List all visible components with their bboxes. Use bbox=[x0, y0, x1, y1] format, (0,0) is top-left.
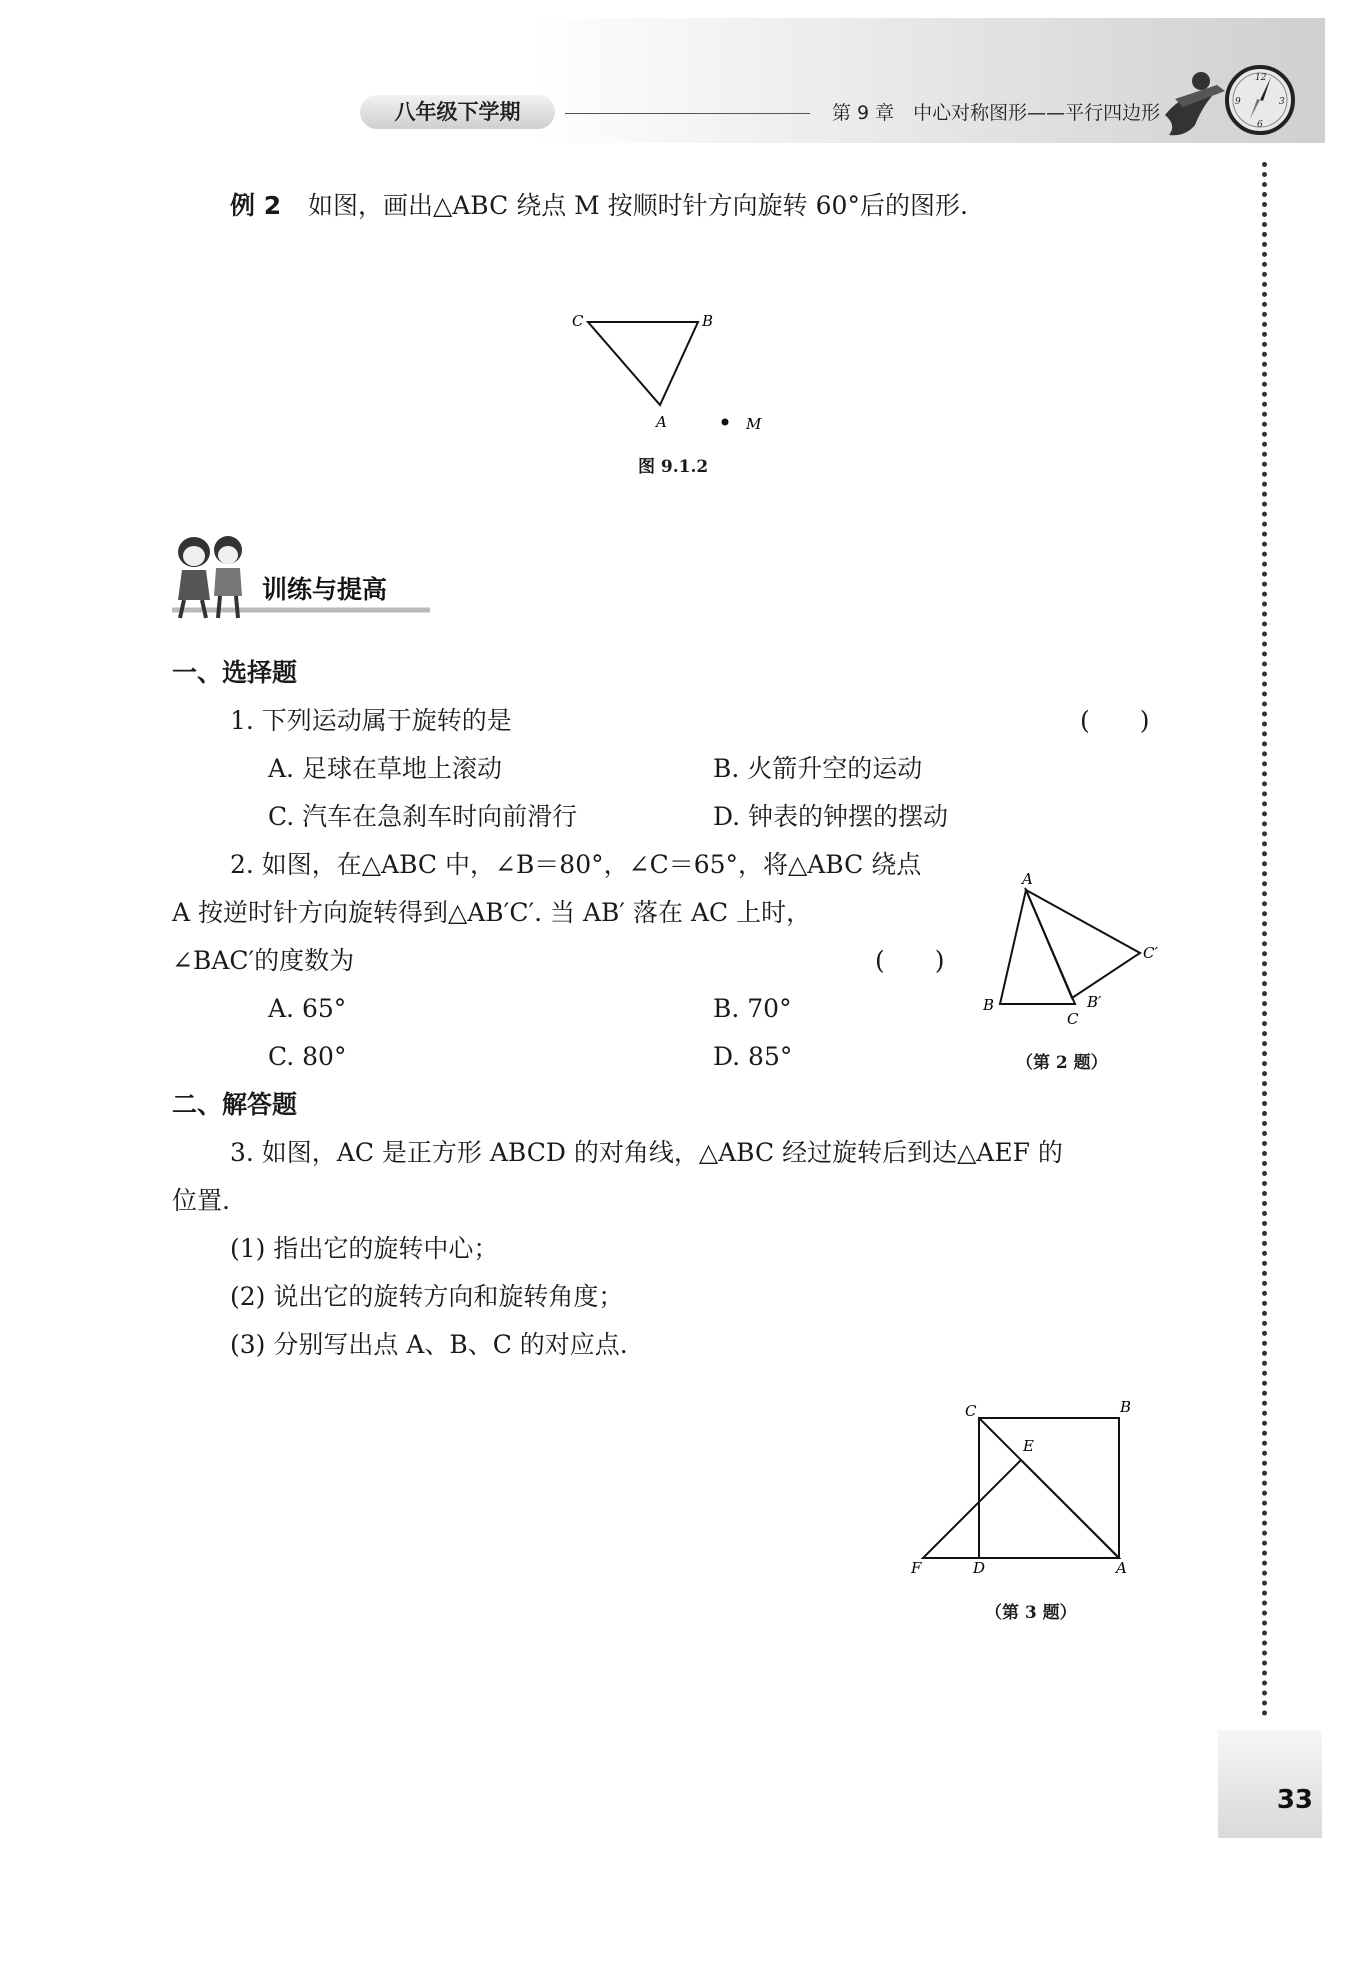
q3-line1: 3. 如图，AC 是正方形 ABCD 的对角线，△ABC 经过旋转后到达△AEF 的 bbox=[230, 1138, 1063, 1167]
point-m bbox=[722, 419, 729, 426]
q1-option-d: D. 钟表的钟摆的摆动 bbox=[713, 802, 949, 831]
part1-heading: 一、选择题 bbox=[172, 658, 298, 687]
svg-text:6: 6 bbox=[1257, 120, 1263, 130]
q3-label-b: B bbox=[1120, 1398, 1132, 1416]
q2-figure bbox=[975, 870, 1175, 1030]
q2-label-c: C bbox=[1067, 1010, 1079, 1028]
q3-label-f: F bbox=[911, 1559, 922, 1577]
triangle-abc bbox=[588, 322, 698, 405]
q1-answer-paren: ( ) bbox=[1080, 706, 1150, 735]
grade-label: 八年级下学期 bbox=[360, 95, 555, 129]
q3-figure bbox=[905, 1395, 1145, 1585]
label-m: M bbox=[746, 415, 762, 433]
page-number-box bbox=[1218, 1730, 1322, 1838]
q2-option-d: D. 85° bbox=[713, 1042, 793, 1071]
q1-option-a: A. 足球在草地上滚动 bbox=[268, 754, 502, 783]
q3-line2: 位置. bbox=[172, 1186, 230, 1215]
q1-option-c: C. 汽车在急刹车时向前滑行 bbox=[268, 802, 578, 831]
q2-answer-paren: ( ) bbox=[875, 946, 945, 975]
q1-stem: 1. 下列运动属于旋转的是 bbox=[230, 706, 512, 735]
svg-text:9: 9 bbox=[1235, 97, 1241, 107]
q2-figure-caption: （第 2 题） bbox=[1016, 1053, 1108, 1073]
q2-option-a: A. 65° bbox=[268, 994, 347, 1023]
figure-9-1-2-caption: 图 9.1.2 bbox=[638, 457, 709, 477]
label-b: B bbox=[702, 312, 714, 330]
q3-label-d: D bbox=[973, 1559, 986, 1577]
q3-label-a: A bbox=[1116, 1559, 1127, 1577]
q2-option-b: B. 70° bbox=[713, 994, 792, 1023]
part2-heading: 二、解答题 bbox=[172, 1090, 298, 1119]
example-label: 例 2 bbox=[230, 191, 282, 220]
q3-label-c: C bbox=[965, 1402, 977, 1420]
q3-label-e: E bbox=[1023, 1437, 1034, 1455]
q2-triangle-ab-prime-c-prime bbox=[1026, 890, 1140, 998]
q3-figure-caption: （第 3 题） bbox=[985, 1603, 1077, 1623]
q3-sub-3: (3) 分别写出点 A、B、C 的对应点. bbox=[230, 1330, 628, 1359]
runner-clock-logo-icon bbox=[1155, 55, 1305, 145]
q2-option-c: C. 80° bbox=[268, 1042, 347, 1071]
page-number: 33 bbox=[1276, 1785, 1313, 1815]
q2-label-a: A bbox=[1022, 870, 1033, 888]
q3-sub-2: (2) 说出它的旋转方向和旋转角度； bbox=[230, 1282, 624, 1311]
margin-dotted-rule bbox=[1262, 162, 1267, 1717]
q1-option-b: B. 火箭升空的运动 bbox=[713, 754, 923, 783]
q3-triangle-aef bbox=[923, 1460, 1119, 1558]
q2-line3: ∠BAC′的度数为 bbox=[172, 946, 355, 975]
section-banner-title: 训练与提高 bbox=[262, 575, 388, 604]
figure-9-1-2 bbox=[560, 300, 800, 440]
q2-label-c-prime: C′ bbox=[1143, 944, 1158, 962]
svg-text:3: 3 bbox=[1279, 97, 1285, 107]
chapter-title: 第 9 章 中心对称图形——平行四边形 bbox=[832, 102, 1161, 124]
q2-label-b: B bbox=[983, 996, 995, 1014]
svg-text:12: 12 bbox=[1255, 73, 1267, 83]
q2-label-b-prime: B′ bbox=[1087, 993, 1102, 1011]
example-text: 如图，画出△ABC 绕点 M 按顺时针方向旋转 60°后的图形. bbox=[308, 191, 968, 220]
q2-line2: A 按逆时针方向旋转得到△AB′C′. 当 AB′ 落在 AC 上时， bbox=[172, 898, 812, 927]
q2-line1: 2. 如图，在△ABC 中，∠B＝80°，∠C＝65°，将△ABC 绕点 bbox=[230, 850, 922, 879]
label-c: C bbox=[572, 312, 584, 330]
q3-sub-1: (1) 指出它的旋转中心； bbox=[230, 1234, 499, 1263]
label-a: A bbox=[656, 413, 667, 431]
header-rule bbox=[565, 113, 810, 114]
q2-triangle-abc bbox=[1000, 890, 1075, 1004]
